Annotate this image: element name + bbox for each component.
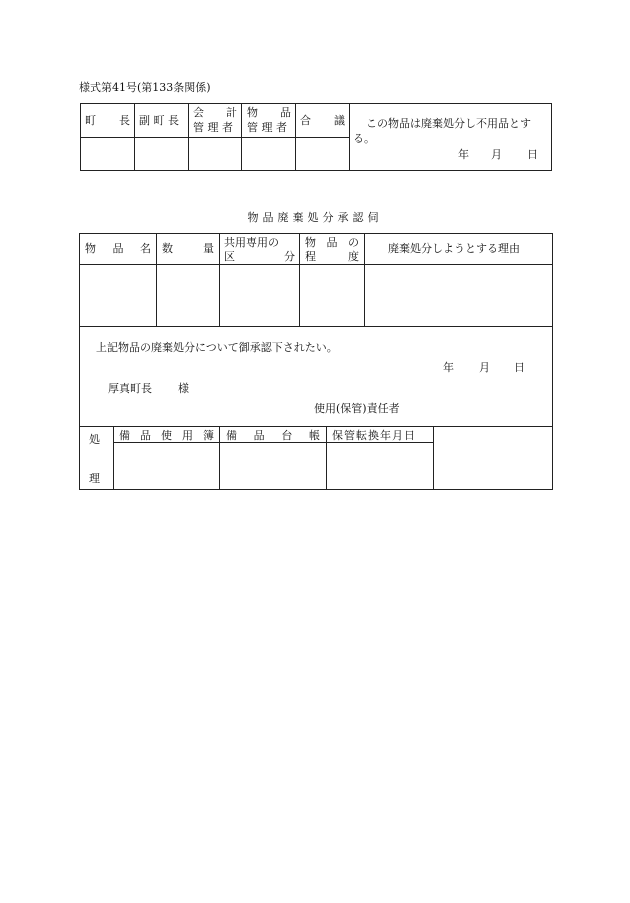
col-condition-char: 度 [348,250,359,263]
col-item-name-char: 物 [85,242,96,255]
addressee-honorific: 様 [178,382,189,395]
col-category-line2 [224,250,295,263]
col-equipment-ledger-char: 使 [161,429,172,442]
col-item-name-char: 品 [112,242,124,255]
header-consultation-char: 合 [300,114,311,127]
processing-label-top: 処 [89,433,100,446]
col-equipment-ledger [119,429,214,442]
statement-line1: この物品は廃棄処分し不用品とす [366,117,531,130]
col-register-char: 品 [253,429,265,442]
col-category-line1: 共用専用の [224,236,279,249]
col-quantity [162,242,214,255]
request-date-year: 年 [443,361,454,374]
processing-col-divider [219,426,220,490]
col-equipment-ledger-char: 備 [119,429,130,442]
addressee: 厚真町長 [108,382,152,395]
header-mayor [85,114,130,127]
col-register [226,429,320,442]
items-col-divider [364,233,365,326]
col-reason: 廃棄処分しようとする理由 [388,242,520,255]
signer-label: 使用(保管)責任者 [314,402,400,415]
col-condition-char: の [348,236,359,249]
col-condition-line2 [305,250,359,263]
col-condition-char: 程 [305,250,316,263]
col-register-char: 備 [226,429,237,442]
items-col-divider [156,233,157,326]
request-date-day: 日 [514,361,525,374]
approval-date-day: 日 [527,148,538,161]
header-accounting-char: 会 [193,106,204,119]
header-goods-char: 物 [247,106,258,119]
header-accounting-line1 [193,106,237,119]
col-condition-line1 [305,236,359,249]
header-mayor-char: 長 [119,114,130,127]
statement-line2: る。 [353,132,375,145]
col-category-char: 分 [284,250,295,263]
col-equipment-ledger-char: 簿 [203,429,214,442]
header-goods-char: 品 [280,106,291,119]
processing-col-divider [433,426,434,490]
col-equipment-ledger-char: 品 [140,429,151,442]
col-category-char: 区 [224,250,235,263]
header-accounting-char: 計 [226,106,237,119]
col-item-name [85,242,151,255]
approval-col-divider [295,103,296,171]
approval-col-divider [349,103,350,171]
approval-col-divider [241,103,242,171]
col-condition-char: 品 [326,236,338,249]
header-consultation [300,114,345,127]
request-text: 上記物品の廃棄処分について御承認下されたい。 [96,341,338,354]
col-quantity-char: 数 [162,242,173,255]
approval-date-month: 月 [491,148,502,161]
header-goods-line1 [247,106,291,119]
items-col-divider [219,233,220,326]
header-goods-line2: 管 理 者 [247,121,287,134]
request-date-month: 月 [479,361,490,374]
col-transfer-date: 保管転換年月日 [332,429,416,442]
approval-row-divider [80,137,349,138]
form-number: 様式第41号(第133条関係) [79,81,211,94]
page-title: 物品廃棄処分承認伺 [247,211,383,224]
items-row-divider [79,326,553,327]
processing-label-bottom: 理 [89,472,100,485]
col-register-char: 台 [281,429,293,442]
items-col-divider [299,233,300,326]
header-accounting-line2: 管 理 者 [193,121,233,134]
col-register-char: 帳 [308,429,320,442]
processing-col-divider [326,426,327,490]
approval-col-divider [134,103,135,171]
header-deputy-mayor: 副 町 長 [139,114,179,127]
header-consultation-char: 議 [334,114,345,127]
items-row-divider [79,264,553,265]
header-mayor-char: 町 [85,114,96,127]
col-equipment-ledger-char: 用 [182,429,193,442]
approval-col-divider [188,103,189,171]
col-condition-char: 物 [305,236,316,249]
processing-row-divider [113,442,433,443]
col-quantity-char: 量 [203,242,214,255]
col-item-name-char: 名 [140,242,151,255]
approval-date-year: 年 [458,148,469,161]
processing-col-divider [113,426,114,490]
